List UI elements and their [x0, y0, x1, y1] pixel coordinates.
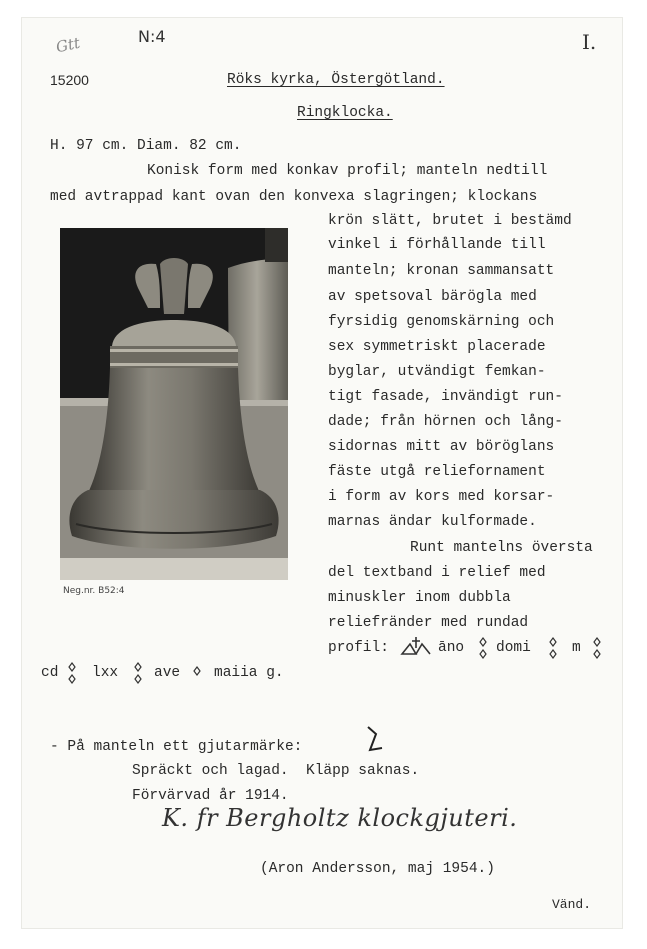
body-line: dade; från hörnen och lång- — [328, 414, 563, 430]
separator-icon — [133, 661, 143, 685]
body-line: av spetsoval bärögla med — [328, 289, 537, 305]
body-line: fäste utgå reliefornament — [328, 464, 546, 480]
turn-note: Vänd. — [552, 897, 592, 912]
inscription-word: āno — [438, 640, 465, 656]
card-title: Röks kyrka, Östergötland. — [227, 72, 445, 88]
roman-numeral: I. — [582, 30, 597, 54]
separator-icon — [478, 636, 488, 660]
separator-icon — [592, 636, 602, 660]
card-subtitle: Ringklocka. — [297, 105, 393, 121]
body-line: manteln; kronan sammansatt — [328, 263, 555, 279]
inscription-word: lxx — [92, 665, 119, 681]
body-line: Konisk form med konkav profil; manteln nedtill — [147, 163, 548, 179]
body-line: del textband i relief med — [328, 565, 546, 581]
signature: (Aron Andersson, maj 1954.) — [260, 861, 495, 877]
photo-caption: Neg.nr. B52:4 — [63, 586, 125, 596]
inscription-prefix: profil: — [328, 640, 389, 656]
body-line: krön slätt, brutet i bestämd — [328, 213, 572, 229]
body-line: tigt fasade, invändigt run- — [328, 389, 563, 405]
body-line: minuskler inom dubbla — [328, 590, 511, 606]
bell-photo — [60, 228, 288, 580]
cross-bell-icon — [400, 636, 432, 658]
separator-icon — [192, 665, 202, 677]
body-line: sidornas mitt av böröglans — [328, 439, 555, 455]
inscription-word: domi — [496, 640, 531, 656]
body-line: fyrsidig genomskärning och — [328, 314, 555, 330]
founder-mark-line: - På manteln ett gjutarmärke: — [50, 739, 303, 755]
body-line: reliefränder med rundad — [328, 615, 529, 631]
number-mark: N:4 — [138, 27, 166, 46]
condition-line: Spräckt och lagad. Kläpp saknas. — [132, 763, 420, 779]
measurements: H. 97 cm. Diam. 82 cm. — [50, 138, 242, 154]
body-line: Runt mantelns översta — [410, 540, 593, 556]
catalog-number: 15200 — [50, 72, 89, 88]
inscription-word: m — [572, 640, 581, 656]
handwritten-note: K. fr Bergholtz klockgjuteri. — [162, 804, 518, 832]
body-line: vinkel i förhållande till — [328, 237, 546, 253]
inscription-word: cd — [41, 665, 59, 681]
acquired-line: Förvärvad år 1914. — [132, 788, 289, 804]
body-line: med avtrappad kant ovan den konvexa slagringen; klockans — [50, 189, 538, 205]
separator-icon — [548, 636, 558, 660]
inscription-word: maiia g. — [214, 665, 284, 681]
body-line: byglar, utvändigt femkan- — [328, 364, 546, 380]
inscription-word: ave — [154, 665, 181, 681]
founder-mark-icon — [362, 724, 386, 754]
separator-icon — [67, 661, 77, 685]
body-line: i form av kors med korsar- — [328, 489, 555, 505]
body-line: sex symmetriskt placerade — [328, 339, 546, 355]
pencil-mark: Gtt — [54, 33, 82, 57]
body-line: marnas ändar kulformade. — [328, 514, 537, 530]
